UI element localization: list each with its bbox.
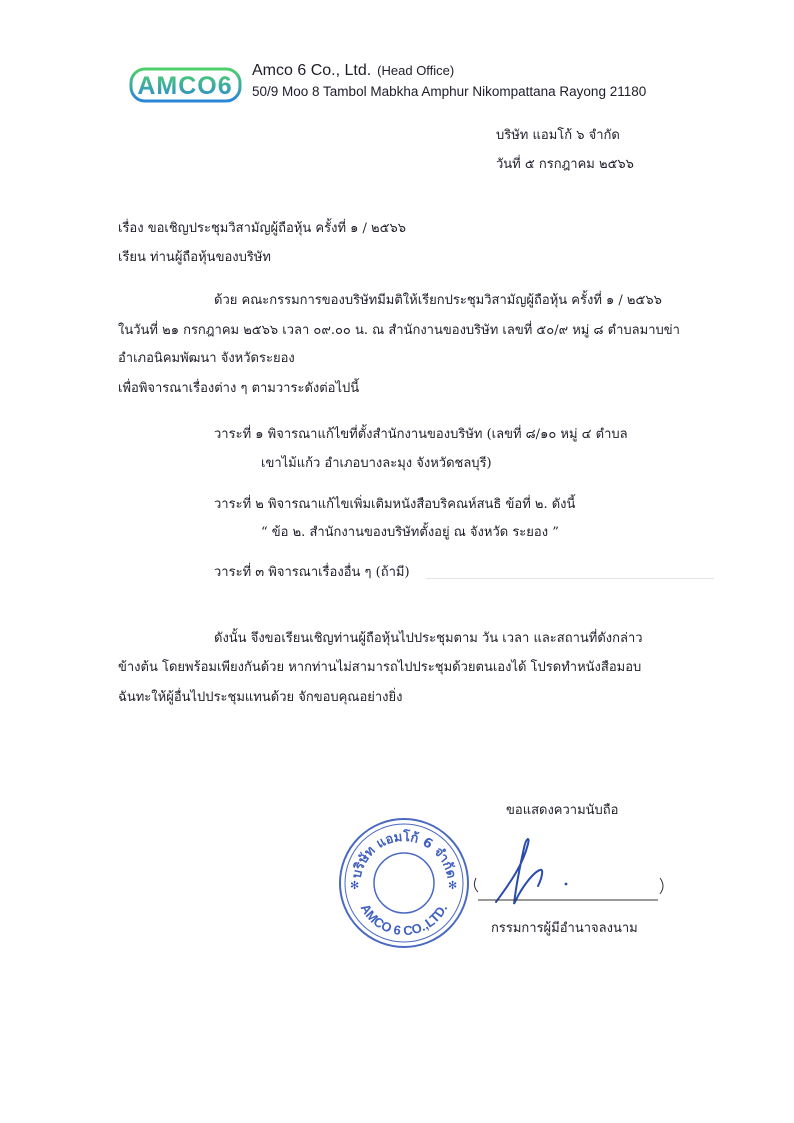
- conclusion-line-2: ข้างต้น โดยพร้อมเพียงกันด้วย หากท่านไม่สามารถไปประชุมด้วยตนเองได้ โปรดทำหนังสือมอบ: [118, 660, 642, 675]
- sender-company: บริษัท แอมโก้ ๖ จำกัด: [496, 128, 620, 143]
- office-label: (Head Office): [377, 63, 455, 78]
- svg-text:✻: ✻: [350, 879, 360, 892]
- svg-text:AMCO6: AMCO6: [137, 72, 233, 100]
- agenda-item-1-line-1: วาระที่ ๑ พิจารณาแก้ไขที่ตั้งสำนักงานของบริษัท (เลขที่ ๘/๑๐ หมู่ ๔ ตำบล: [214, 427, 628, 442]
- scan-line: [426, 578, 714, 579]
- signer-title: กรรมการผู้มีอำนาจลงนาม: [491, 921, 638, 936]
- body-line-1: ด้วย คณะกรรมการของบริษัทมีมติให้เรียกประชุมวิสามัญผู้ถือหุ้น ครั้งที่ ๑ / ๒๕๖๖: [214, 293, 662, 308]
- company-name-text: Amco 6 Co., Ltd.: [252, 62, 372, 79]
- svg-text:บริษัท แอมโก้ 6 จำกัด: บริษัท แอมโก้ 6 จำกัด: [349, 829, 459, 880]
- agenda-item-1-line-2: เขาไม้แก้ว อำเภอบางละมุง จังหวัดชลบุรี): [261, 456, 492, 471]
- body-line-4: เพื่อพิจารณาเรื่องต่าง ๆ ตามวาระดังต่อไปนี้: [118, 381, 360, 396]
- body-line-2: ในวันที่ ๒๑ กรกฎาคม ๒๕๖๖ เวลา ๐๙.๐๐ น. ณ สำนักงานของบริษัท เลขที่ ๕๐/๙ หมู่ ๘ ตำบลมาบข่า: [118, 323, 680, 338]
- agenda-item-2-line-1: วาระที่ ๒ พิจารณาแก้ไขเพิ่มเติมหนังสือบริคณห์สนธิ ข้อที่ ๒. ดังนี้: [214, 497, 576, 512]
- agenda-item-2-line-2: “ ข้อ ๒. สำนักงานของบริษัทตั้งอยู่ ณ จังหวัด ระยอง ”: [261, 525, 559, 540]
- letter-date: วันที่ ๕ กรกฎาคม ๒๕๖๖: [496, 157, 634, 172]
- body-line-3: อำเภอนิคมพัฒนา จังหวัดระยอง: [118, 351, 295, 366]
- conclusion-line-1: ดังนั้น จึงขอเรียนเชิญท่านผู้ถือหุ้นไปประชุมตาม วัน เวลา และสถานที่ดังกล่าว: [214, 631, 643, 646]
- company-name: [252, 62, 454, 80]
- conclusion-line-3: ฉันทะให้ผู้อื่นไปประชุมแทนด้วย จักขอบคุณอย่างยิ่ง: [118, 690, 403, 705]
- svg-text:AMCO 6 CO.,LTD.: AMCO 6 CO.,LTD.: [357, 901, 451, 939]
- agenda-item-3: วาระที่ ๓ พิจารณาเรื่องอื่น ๆ (ถ้ามี): [214, 565, 410, 580]
- subject-line: เรื่อง ขอเชิญประชุมวิสามัญผู้ถือหุ้น ครั้งที่ ๑ / ๒๕๖๖: [118, 221, 406, 236]
- company-address: 50/9 Moo 8 Tambol Mabkha Amphur Nikompattana Rayong 21180: [252, 84, 647, 99]
- closing-phrase: ขอแสดงความนับถือ: [506, 803, 619, 818]
- svg-text:✻: ✻: [448, 879, 458, 892]
- handwritten-signature: [470, 830, 670, 910]
- company-seal: [336, 815, 472, 951]
- company-logo: [129, 66, 242, 104]
- addressee-line: เรียน ท่านผู้ถือหุ้นของบริษัท: [118, 250, 271, 265]
